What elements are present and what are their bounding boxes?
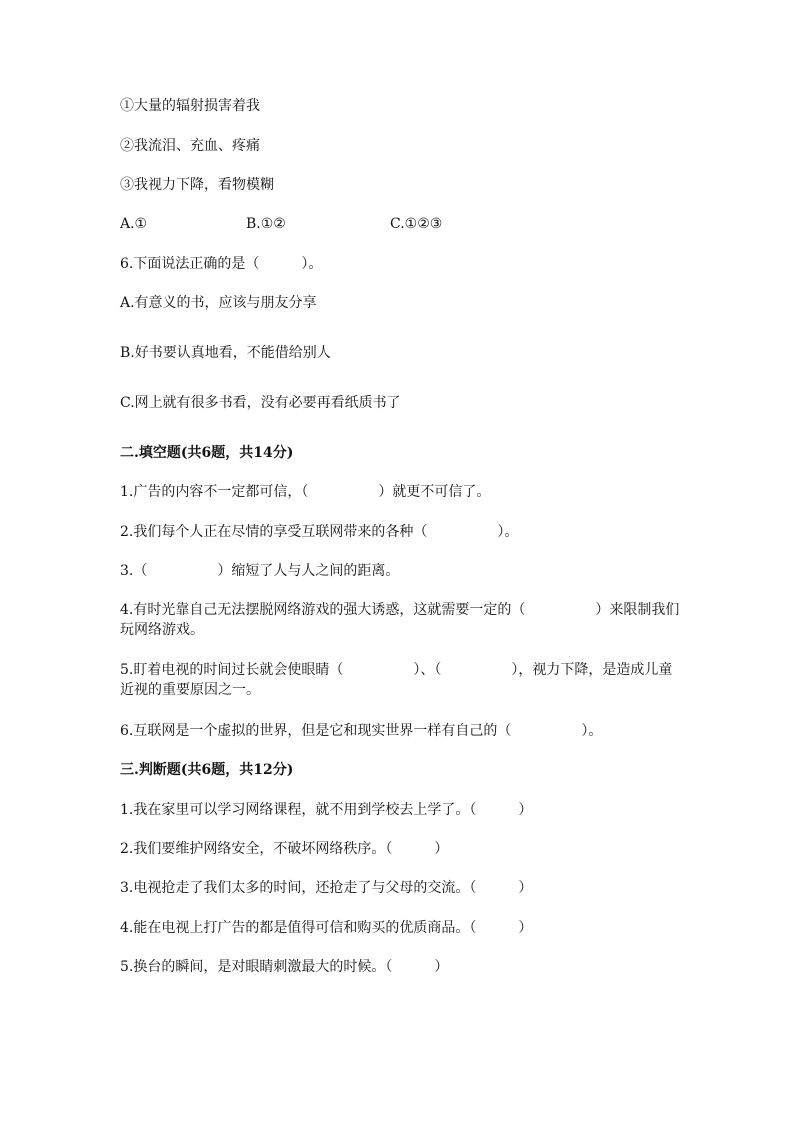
section2-heading: 二.填空题(共6题，共14分) xyxy=(120,445,294,461)
section2-question-2: 2.我们每个人正在尽情的享受互联网带来的各种（ ）。 xyxy=(120,524,519,540)
section3-question-3: 3.电视抢走了我们太多的时间，还抢走了与父母的交流。（ ） xyxy=(120,880,533,896)
section2-question-1: 1.广告的内容不一定都可信，（ ）就更不可信了。 xyxy=(120,484,491,500)
q6-option-c: C.网上就有很多书看，没有必要再看纸质书了 xyxy=(120,395,401,411)
section3-heading: 三.判断题(共6题，共12分) xyxy=(120,762,294,778)
section3-question-4: 4.能在电视上打广告的都是值得可信和购买的优质商品。（ ） xyxy=(120,920,533,936)
section2-question-3: 3.（ ）缩短了人与人之间的距离。 xyxy=(120,563,400,579)
q6-option-b: B.好书要认真地看，不能借给别人 xyxy=(120,345,331,361)
section2-question-4: 4.有时光靠自己无法摆脱网络游戏的强大诱惑，这就需要一定的（ ）来限制我们玩网络游戏。 xyxy=(120,602,680,638)
q5-option-c: C.①②③ xyxy=(390,216,443,232)
q5-item-3: ③我视力下降，看物模糊 xyxy=(120,177,274,193)
section2-question-6: 6.互联网是一个虚拟的世界，但是它和现实世界一样有自己的（ ）。 xyxy=(120,723,603,739)
q5-option-a: A.① xyxy=(120,216,148,232)
q5-item-2: ②我流泪、充血、疼痛 xyxy=(120,138,260,154)
section3-question-2: 2.我们要维护网络安全，不破坏网络秩序。（ ） xyxy=(120,841,449,857)
q6-stem: 6.下面说法正确的是（ ）。 xyxy=(120,256,323,272)
q6-option-a: A.有意义的书，应该与朋友分享 xyxy=(120,295,317,311)
section2-question-5: 5.盯着电视的时间过长就会使眼睛（ ）、（ ），视力下降，是造成儿童近视的重要原因之一。 xyxy=(120,662,673,698)
q5-option-b: B.①② xyxy=(246,216,286,232)
section3-question-1: 1.我在家里可以学习网络课程，就不用到学校去上学了。（ ） xyxy=(120,802,533,818)
q5-item-1: ①大量的辐射损害着我 xyxy=(120,98,260,114)
section3-question-5: 5.换台的瞬间，是对眼睛刺激最大的时候。（ ） xyxy=(120,959,449,975)
